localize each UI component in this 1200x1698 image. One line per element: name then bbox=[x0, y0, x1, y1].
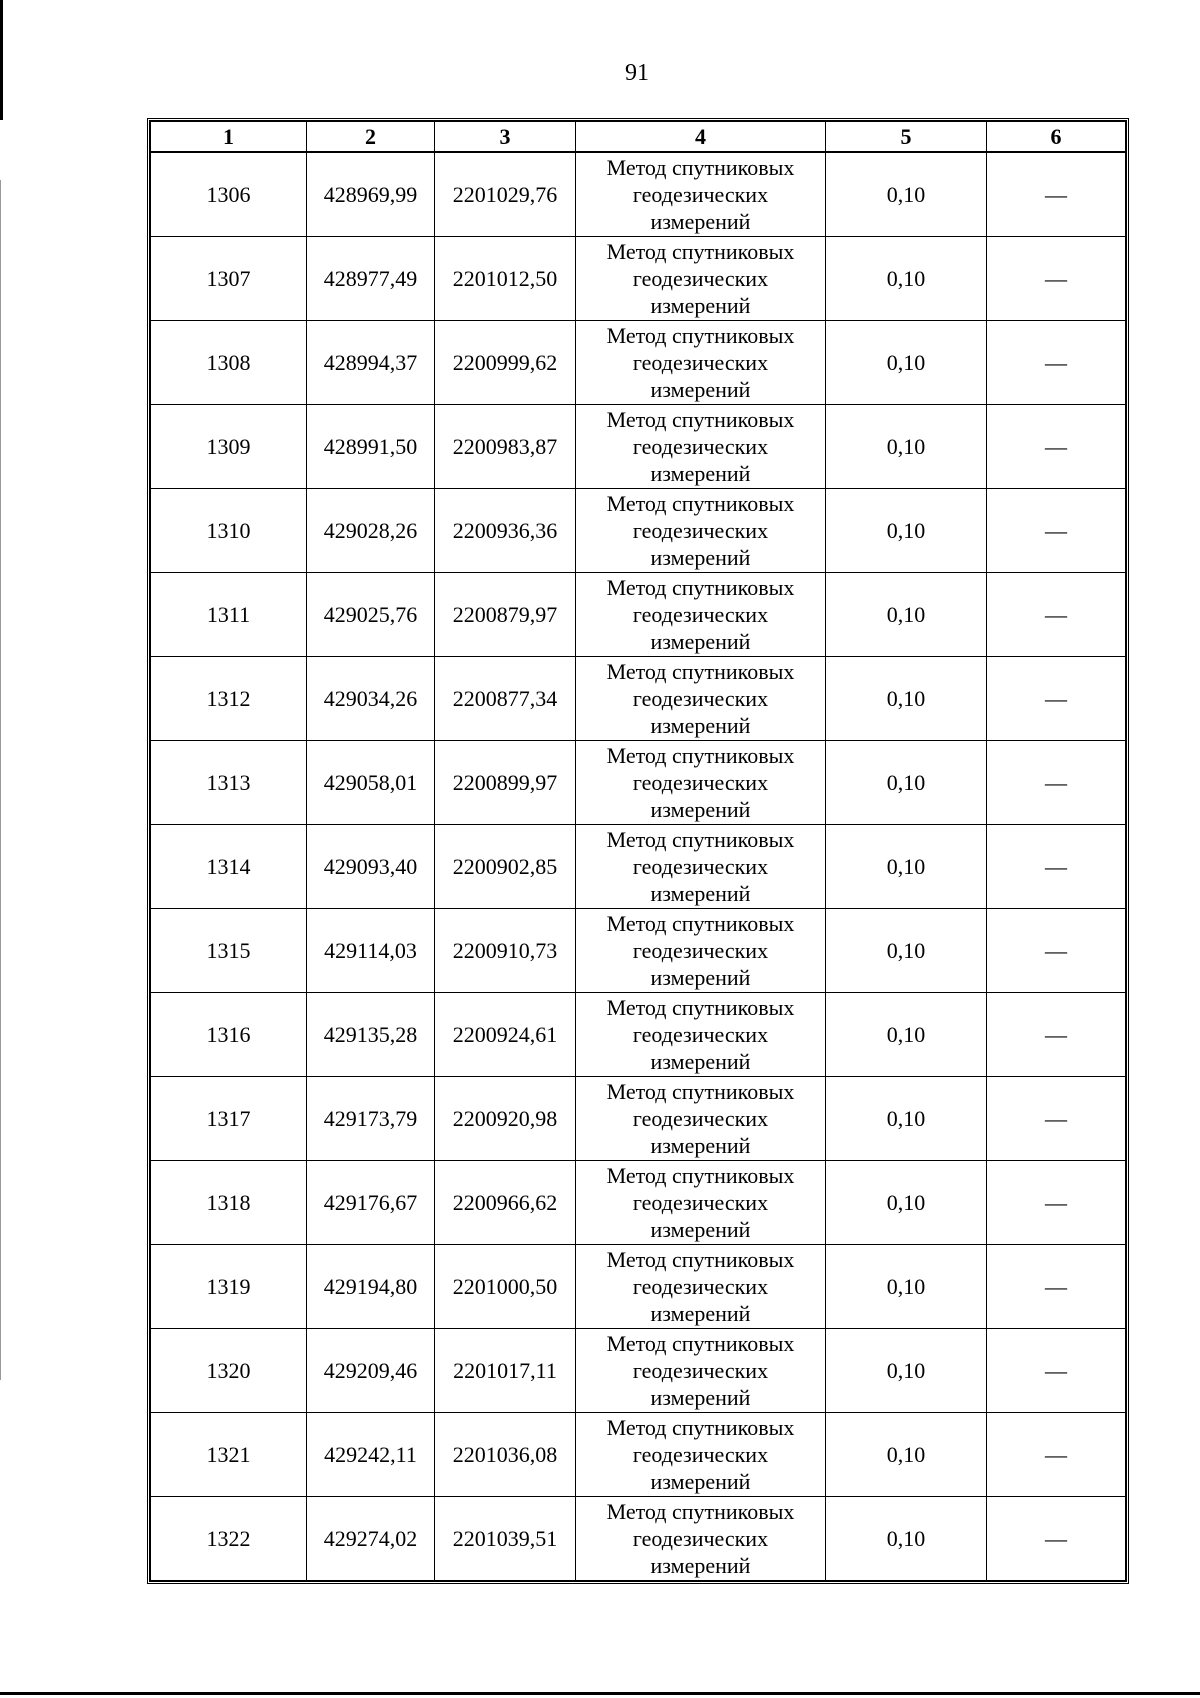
method-text-line: измерений bbox=[650, 1133, 751, 1158]
table-row bbox=[151, 909, 1126, 993]
y-coordinate-cell: 2200983,87 bbox=[435, 405, 576, 489]
coordinates-table-frame bbox=[147, 118, 1129, 1584]
method-cell bbox=[576, 405, 826, 489]
point-number-cell: 1319 bbox=[151, 1245, 307, 1329]
method-text-line: Метод спутниковых bbox=[606, 743, 795, 768]
method-text-line: Метод спутниковых bbox=[606, 1331, 795, 1356]
note-cell: — bbox=[987, 909, 1126, 993]
method-text-line: измерений bbox=[650, 461, 751, 486]
table-row bbox=[151, 321, 1126, 405]
method-cell bbox=[576, 1245, 826, 1329]
table-row bbox=[151, 1413, 1126, 1497]
x-coordinate-cell: 429058,01 bbox=[307, 741, 435, 825]
method-text-line: измерений bbox=[650, 881, 751, 906]
method-text-line: геодезических bbox=[632, 266, 769, 291]
note-cell: — bbox=[987, 489, 1126, 573]
accuracy-cell: 0,10 bbox=[826, 909, 987, 993]
point-number-cell: 1322 bbox=[151, 1497, 307, 1581]
note-cell: — bbox=[987, 405, 1126, 489]
column-header-6: 6 bbox=[987, 122, 1126, 153]
method-cell bbox=[576, 993, 826, 1077]
method-cell bbox=[576, 1413, 826, 1497]
column-header-2: 2 bbox=[307, 122, 435, 153]
x-coordinate-cell: 429114,03 bbox=[307, 909, 435, 993]
x-coordinate-cell: 429028,26 bbox=[307, 489, 435, 573]
method-text-line: геодезических bbox=[632, 938, 769, 963]
x-coordinate-cell: 429135,28 bbox=[307, 993, 435, 1077]
method-cell bbox=[576, 489, 826, 573]
point-number-cell: 1320 bbox=[151, 1329, 307, 1413]
x-coordinate-cell: 429173,79 bbox=[307, 1077, 435, 1161]
accuracy-cell: 0,10 bbox=[826, 993, 987, 1077]
scan-edge-left-faint bbox=[0, 180, 1, 1380]
table-row bbox=[151, 741, 1126, 825]
method-text-line: Метод спутниковых bbox=[606, 323, 795, 348]
y-coordinate-cell: 2201039,51 bbox=[435, 1497, 576, 1581]
table-body bbox=[151, 152, 1126, 1581]
method-cell bbox=[576, 825, 826, 909]
table-row bbox=[151, 489, 1126, 573]
note-cell: — bbox=[987, 152, 1126, 237]
coordinates-table bbox=[150, 121, 1126, 1581]
table-row bbox=[151, 1497, 1126, 1581]
y-coordinate-cell: 2200910,73 bbox=[435, 909, 576, 993]
method-text-line: геодезических bbox=[632, 770, 769, 795]
page-number: 91 bbox=[625, 60, 649, 86]
method-cell bbox=[576, 1161, 826, 1245]
y-coordinate-cell: 2200999,62 bbox=[435, 321, 576, 405]
point-number-cell: 1308 bbox=[151, 321, 307, 405]
y-coordinate-cell: 2201000,50 bbox=[435, 1245, 576, 1329]
note-cell: — bbox=[987, 993, 1126, 1077]
method-cell bbox=[576, 321, 826, 405]
method-text-line: геодезических bbox=[632, 518, 769, 543]
y-coordinate-cell: 2200877,34 bbox=[435, 657, 576, 741]
table-row bbox=[151, 1245, 1126, 1329]
method-text-line: измерений bbox=[650, 1469, 751, 1494]
y-coordinate-cell: 2200920,98 bbox=[435, 1077, 576, 1161]
accuracy-cell: 0,10 bbox=[826, 657, 987, 741]
y-coordinate-cell: 2201012,50 bbox=[435, 237, 576, 321]
note-cell: — bbox=[987, 1245, 1126, 1329]
y-coordinate-cell: 2201017,11 bbox=[435, 1329, 576, 1413]
x-coordinate-cell: 429274,02 bbox=[307, 1497, 435, 1581]
x-coordinate-cell: 428991,50 bbox=[307, 405, 435, 489]
accuracy-cell: 0,10 bbox=[826, 1077, 987, 1161]
method-cell bbox=[576, 741, 826, 825]
point-number-cell: 1311 bbox=[151, 573, 307, 657]
method-text-line: Метод спутниковых bbox=[606, 491, 795, 516]
note-cell: — bbox=[987, 1077, 1126, 1161]
method-text-line: геодезических bbox=[632, 1022, 769, 1047]
accuracy-cell: 0,10 bbox=[826, 1497, 987, 1581]
method-cell bbox=[576, 1077, 826, 1161]
accuracy-cell: 0,10 bbox=[826, 825, 987, 909]
method-text-line: измерений bbox=[650, 1553, 751, 1578]
note-cell: — bbox=[987, 1161, 1126, 1245]
method-text-line: геодезических bbox=[632, 1106, 769, 1131]
note-cell: — bbox=[987, 1497, 1126, 1581]
point-number-cell: 1312 bbox=[151, 657, 307, 741]
method-text-line: Метод спутниковых bbox=[606, 1499, 795, 1524]
method-cell bbox=[576, 1497, 826, 1581]
method-text-line: измерений bbox=[650, 1385, 751, 1410]
method-text-line: измерений bbox=[650, 1049, 751, 1074]
header-row bbox=[151, 122, 1126, 153]
y-coordinate-cell: 2200899,97 bbox=[435, 741, 576, 825]
x-coordinate-cell: 429242,11 bbox=[307, 1413, 435, 1497]
x-coordinate-cell: 429034,26 bbox=[307, 657, 435, 741]
method-text-line: Метод спутниковых bbox=[606, 659, 795, 684]
method-text-line: Метод спутниковых bbox=[606, 1079, 795, 1104]
method-text-line: измерений bbox=[650, 965, 751, 990]
method-text-line: геодезических bbox=[632, 1190, 769, 1215]
note-cell: — bbox=[987, 825, 1126, 909]
accuracy-cell: 0,10 bbox=[826, 1413, 987, 1497]
method-text-line: Метод спутниковых bbox=[606, 995, 795, 1020]
method-text-line: геодезических bbox=[632, 686, 769, 711]
x-coordinate-cell: 429194,80 bbox=[307, 1245, 435, 1329]
point-number-cell: 1309 bbox=[151, 405, 307, 489]
accuracy-cell: 0,10 bbox=[826, 237, 987, 321]
method-text-line: Метод спутниковых bbox=[606, 827, 795, 852]
point-number-cell: 1313 bbox=[151, 741, 307, 825]
point-number-cell: 1314 bbox=[151, 825, 307, 909]
method-text-line: Метод спутниковых bbox=[606, 1415, 795, 1440]
method-text-line: геодезических bbox=[632, 1274, 769, 1299]
accuracy-cell: 0,10 bbox=[826, 573, 987, 657]
point-number-cell: 1310 bbox=[151, 489, 307, 573]
x-coordinate-cell: 428994,37 bbox=[307, 321, 435, 405]
table-row bbox=[151, 1161, 1126, 1245]
table-row bbox=[151, 825, 1126, 909]
x-coordinate-cell: 429093,40 bbox=[307, 825, 435, 909]
method-text-line: Метод спутниковых bbox=[606, 1163, 795, 1188]
note-cell: — bbox=[987, 1329, 1126, 1413]
method-cell bbox=[576, 1329, 826, 1413]
method-text-line: геодезических bbox=[632, 602, 769, 627]
x-coordinate-cell: 428977,49 bbox=[307, 237, 435, 321]
x-coordinate-cell: 429025,76 bbox=[307, 573, 435, 657]
method-text-line: геодезических bbox=[632, 854, 769, 879]
method-cell bbox=[576, 909, 826, 993]
point-number-cell: 1317 bbox=[151, 1077, 307, 1161]
note-cell: — bbox=[987, 657, 1126, 741]
table-row bbox=[151, 993, 1126, 1077]
column-header-5: 5 bbox=[826, 122, 987, 153]
method-text-line: измерений bbox=[650, 293, 751, 318]
method-text-line: геодезических bbox=[632, 1358, 769, 1383]
accuracy-cell: 0,10 bbox=[826, 489, 987, 573]
method-text-line: Метод спутниковых bbox=[606, 1247, 795, 1272]
table-row bbox=[151, 1329, 1126, 1413]
method-cell bbox=[576, 573, 826, 657]
accuracy-cell: 0,10 bbox=[826, 321, 987, 405]
accuracy-cell: 0,10 bbox=[826, 1161, 987, 1245]
method-text-line: геодезических bbox=[632, 350, 769, 375]
point-number-cell: 1321 bbox=[151, 1413, 307, 1497]
note-cell: — bbox=[987, 573, 1126, 657]
note-cell: — bbox=[987, 741, 1126, 825]
method-text-line: геодезических bbox=[632, 1442, 769, 1467]
point-number-cell: 1306 bbox=[151, 152, 307, 237]
method-cell bbox=[576, 657, 826, 741]
table-row bbox=[151, 237, 1126, 321]
y-coordinate-cell: 2200879,97 bbox=[435, 573, 576, 657]
method-text-line: измерений bbox=[650, 797, 751, 822]
method-text-line: геодезических bbox=[632, 1526, 769, 1551]
method-text-line: геодезических bbox=[632, 182, 769, 207]
accuracy-cell: 0,10 bbox=[826, 405, 987, 489]
y-coordinate-cell: 2201036,08 bbox=[435, 1413, 576, 1497]
point-number-cell: 1315 bbox=[151, 909, 307, 993]
method-text-line: Метод спутниковых bbox=[606, 239, 795, 264]
table-row bbox=[151, 152, 1126, 237]
point-number-cell: 1316 bbox=[151, 993, 307, 1077]
y-coordinate-cell: 2200902,85 bbox=[435, 825, 576, 909]
method-text-line: Метод спутниковых bbox=[606, 911, 795, 936]
note-cell: — bbox=[987, 237, 1126, 321]
method-cell bbox=[576, 237, 826, 321]
column-header-1: 1 bbox=[151, 122, 307, 153]
accuracy-cell: 0,10 bbox=[826, 1329, 987, 1413]
y-coordinate-cell: 2200924,61 bbox=[435, 993, 576, 1077]
column-header-4: 4 bbox=[576, 122, 826, 153]
method-text-line: измерений bbox=[650, 1217, 751, 1242]
accuracy-cell: 0,10 bbox=[826, 1245, 987, 1329]
method-text-line: измерений bbox=[650, 629, 751, 654]
x-coordinate-cell: 429209,46 bbox=[307, 1329, 435, 1413]
table-row bbox=[151, 573, 1126, 657]
note-cell: — bbox=[987, 321, 1126, 405]
y-coordinate-cell: 2200966,62 bbox=[435, 1161, 576, 1245]
accuracy-cell: 0,10 bbox=[826, 741, 987, 825]
method-text-line: измерений bbox=[650, 1301, 751, 1326]
y-coordinate-cell: 2201029,76 bbox=[435, 152, 576, 237]
point-number-cell: 1307 bbox=[151, 237, 307, 321]
method-text-line: Метод спутниковых bbox=[606, 407, 795, 432]
note-cell: — bbox=[987, 1413, 1126, 1497]
column-header-3: 3 bbox=[435, 122, 576, 153]
table-row bbox=[151, 1077, 1126, 1161]
y-coordinate-cell: 2200936,36 bbox=[435, 489, 576, 573]
method-text-line: Метод спутниковых bbox=[606, 155, 795, 180]
table-row bbox=[151, 405, 1126, 489]
method-text-line: измерений bbox=[650, 545, 751, 570]
method-text-line: измерений bbox=[650, 713, 751, 738]
x-coordinate-cell: 428969,99 bbox=[307, 152, 435, 237]
method-text-line: измерений bbox=[650, 209, 751, 234]
method-text-line: измерений bbox=[650, 377, 751, 402]
method-text-line: геодезических bbox=[632, 434, 769, 459]
method-cell bbox=[576, 152, 826, 237]
method-text-line: Метод спутниковых bbox=[606, 575, 795, 600]
x-coordinate-cell: 429176,67 bbox=[307, 1161, 435, 1245]
scan-edge-bottom bbox=[0, 1692, 1200, 1695]
table-row bbox=[151, 657, 1126, 741]
point-number-cell: 1318 bbox=[151, 1161, 307, 1245]
accuracy-cell: 0,10 bbox=[826, 152, 987, 237]
